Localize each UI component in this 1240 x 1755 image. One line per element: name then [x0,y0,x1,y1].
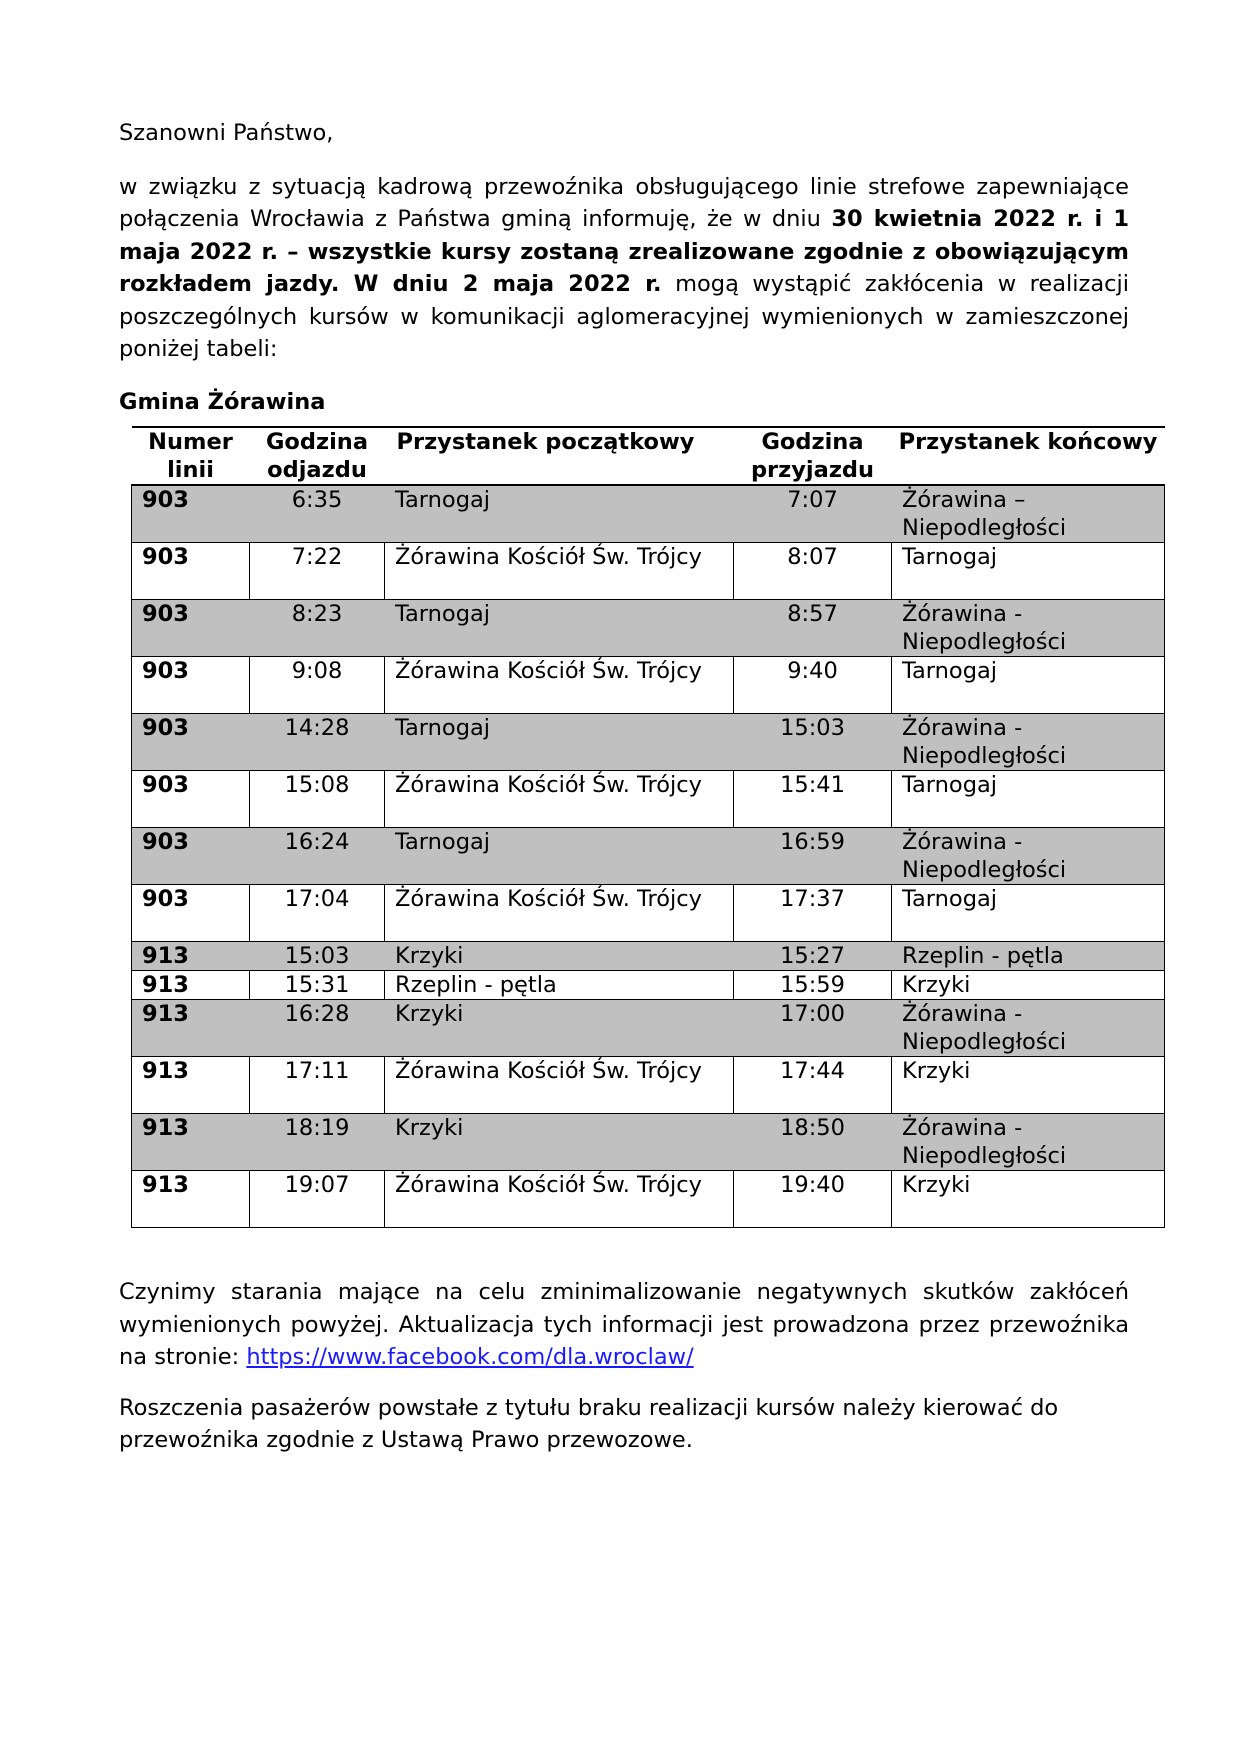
cell-line: 913 [132,971,250,1000]
table-row [132,657,1165,714]
cell-arrival: 7:07 [734,485,892,543]
header-departure-time: Godzina odjazdu [265,429,369,483]
cell-line: 913 [132,1057,250,1114]
cell-departure: 18:19 [250,1114,385,1171]
greeting: Szanowni Państwo, [119,120,334,146]
cell-departure: 7:22 [250,543,385,600]
intro-text-2: mogą wystąpić zakłócenia w realizacji poszczególnych kursów w komunikacji aglomeracyjnej wymienionych w zamieszczonej poniżej tabeli: [119,271,1130,362]
cell-line: 913 [132,1171,250,1228]
cell-end-stop: Krzyki [892,1057,1165,1114]
cell-arrival: 19:40 [734,1171,892,1228]
table-row [132,1000,1165,1057]
header-line-number: Numer linii [148,429,233,483]
cell-start-stop: Krzyki [385,942,734,971]
cell-end-stop: Żórawina - Niepodległości [892,828,1165,885]
table-header-row [132,427,1165,485]
intro-text-1: w związku z sytuacją kadrową przewoźnika obsługującego linie strefowe zapewniające połączenia Wrocławia z Państwa gminą informuję, że w dniu [119,173,1129,232]
cell-start-stop: Tarnogaj [385,828,734,885]
cell-line: 903 [132,828,250,885]
cell-start-stop: Żórawina Kościół Św. Trójcy [385,771,734,828]
cell-line: 903 [132,485,250,543]
closing-paragraph-1 [119,1276,1129,1374]
cell-arrival: 15:27 [734,942,892,971]
cell-start-stop: Żórawina Kościół Św. Trójcy [385,885,734,942]
table-row [132,885,1165,942]
header-end-stop: Przystanek końcowy [898,429,1158,455]
cell-arrival: 9:40 [734,657,892,714]
table-row [132,485,1165,543]
cell-end-stop: Rzeplin - pętla [892,942,1165,971]
table-row [132,1114,1165,1171]
cell-departure: 6:35 [250,485,385,543]
cell-start-stop: Żórawina Kościół Św. Trójcy [385,1057,734,1114]
cell-end-stop: Tarnogaj [892,657,1165,714]
cell-arrival: 8:57 [734,600,892,657]
cell-end-stop: Żórawina - Niepodległości [892,714,1165,771]
cell-line: 903 [132,657,250,714]
table-row [132,771,1165,828]
cell-departure: 15:31 [250,971,385,1000]
cell-departure: 17:04 [250,885,385,942]
table-row [132,828,1165,885]
cell-line: 913 [132,1000,250,1057]
cell-end-stop: Żórawina – Niepodległości [892,485,1165,543]
header-start-stop: Przystanek początkowy [396,429,695,455]
cell-end-stop: Tarnogaj [892,543,1165,600]
table-row [132,942,1165,971]
closing-paragraph-2: Roszczenia pasażerów powstałe z tytułu braku realizacji kursów należy kierować do przewoźnika zgodnie z Ustawą Prawo przewozowe. [119,1394,1059,1453]
intro-bold-dates: 30 kwietnia 2022 r. i 1 maja 2022 r. – wszystkie kursy zostaną zrealizowane zgodnie z obowiązującym rozkładem jazdy. W dniu 2 maja 2022 r. [119,206,1129,297]
cell-departure: 17:11 [250,1057,385,1114]
schedule-table [131,426,1165,1228]
cell-start-stop: Żórawina Kościół Św. Trójcy [385,543,734,600]
cell-arrival: 17:00 [734,1000,892,1057]
table-row [132,600,1165,657]
cell-start-stop: Tarnogaj [385,714,734,771]
facebook-link[interactable]: https://www.facebook.com/dla.wroclaw/ [246,1344,694,1370]
cell-line: 913 [132,942,250,971]
cell-end-stop: Żórawina - Niepodległości [892,1000,1165,1057]
cell-start-stop: Tarnogaj [385,485,734,543]
header-arrival-time: Godzina przyjazdu [750,429,875,483]
cell-end-stop: Krzyki [892,1171,1165,1228]
cell-line: 903 [132,600,250,657]
cell-arrival: 17:37 [734,885,892,942]
cell-start-stop: Żórawina Kościół Św. Trójcy [385,1171,734,1228]
cell-end-stop: Tarnogaj [892,885,1165,942]
table-body [132,485,1165,1228]
cell-line: 903 [132,543,250,600]
cell-departure: 16:24 [250,828,385,885]
cell-arrival: 17:44 [734,1057,892,1114]
cell-start-stop: Żórawina Kościół Św. Trójcy [385,657,734,714]
cell-arrival: 16:59 [734,828,892,885]
cell-line: 903 [132,885,250,942]
cell-arrival: 15:41 [734,771,892,828]
cell-line: 913 [132,1114,250,1171]
cell-end-stop: Tarnogaj [892,771,1165,828]
gmina-heading: Gmina Żórawina [119,388,326,415]
cell-line: 903 [132,714,250,771]
cell-start-stop: Rzeplin - pętla [385,971,734,1000]
cell-departure: 16:28 [250,1000,385,1057]
letter-page [119,117,1158,1457]
cell-start-stop: Tarnogaj [385,600,734,657]
cell-departure: 9:08 [250,657,385,714]
cell-arrival: 8:07 [734,543,892,600]
cell-departure: 8:23 [250,600,385,657]
cell-end-stop: Żórawina - Niepodległości [892,600,1165,657]
table-row [132,714,1165,771]
cell-end-stop: Krzyki [892,971,1165,1000]
intro-paragraph [119,171,1129,366]
table-row [132,971,1165,1000]
cell-start-stop: Krzyki [385,1114,734,1171]
cell-start-stop: Krzyki [385,1000,734,1057]
cell-departure: 15:03 [250,942,385,971]
cell-departure: 14:28 [250,714,385,771]
table-row [132,1171,1165,1228]
table-row [132,543,1165,600]
cell-departure: 19:07 [250,1171,385,1228]
cell-arrival: 18:50 [734,1114,892,1171]
cell-departure: 15:08 [250,771,385,828]
closing-text-1: Czynimy starania mające na celu zminimalizowanie negatywnych skutków zakłóceń wymienionych powyżej. Aktualizacja tych informacji jest prowadzona przez przewoźnika na stronie: [119,1279,1129,1370]
cell-line: 903 [132,771,250,828]
cell-arrival: 15:03 [734,714,892,771]
cell-end-stop: Żórawina - Niepodległości [892,1114,1165,1171]
table-row [132,1057,1165,1114]
cell-arrival: 15:59 [734,971,892,1000]
